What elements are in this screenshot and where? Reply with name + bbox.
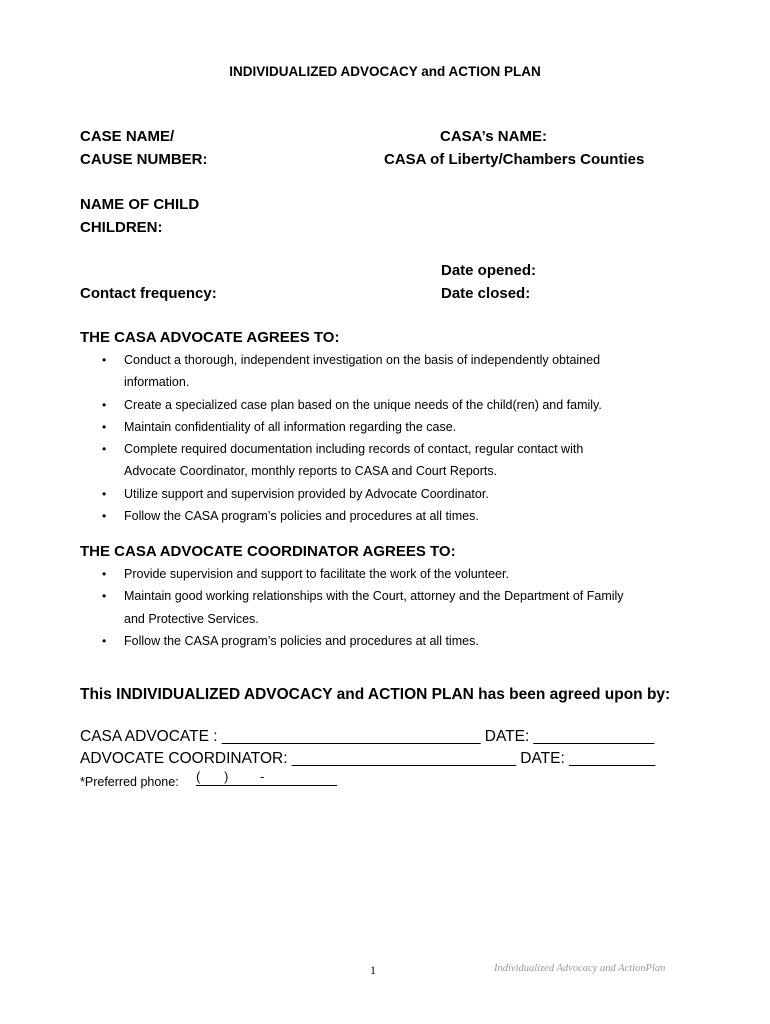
list-item <box>102 505 602 527</box>
list-item <box>102 585 624 630</box>
list-item-text: Maintain confidentiality of all information regarding the case. <box>124 419 457 434</box>
bullet-icon: • <box>102 353 107 367</box>
phone-underline[interactable] <box>196 772 337 786</box>
bullet-icon: • <box>102 442 107 457</box>
case-name-label: CASE NAME/ <box>80 128 175 145</box>
list-item-text: Complete required documentation including records of contact, regular contact with <box>124 442 584 457</box>
casa-name-value: CASA of Liberty/Chambers Counties <box>384 151 645 168</box>
casa-name-label: CASA’s NAME: <box>440 128 547 145</box>
bullet-icon: • <box>102 589 107 604</box>
footer-document-title: Individualized Advocacy and ActionPlan <box>494 963 666 974</box>
list-item-text: Follow the CASA program’s policies and procedures at all times. <box>124 633 479 648</box>
list-item-text: Follow the CASA program’s policies and procedures at all times. <box>124 509 479 524</box>
phone-paren-close: ) <box>224 770 229 784</box>
advocate-agreement-list <box>102 349 602 527</box>
coordinator-signature-line[interactable]: ADVOCATE COORDINATOR: __________________________ DATE: __________ <box>80 750 656 767</box>
coordinator-agrees-heading: THE CASA ADVOCATE COORDINATOR AGREES TO: <box>80 543 456 560</box>
bullet-icon: • <box>102 567 107 581</box>
date-opened-label: Date opened: <box>441 262 537 279</box>
agreement-heading: This INDIVIDUALIZED ADVOCACY and ACTION PLAN has been agreed upon by: <box>80 686 671 703</box>
preferred-phone-label: *Preferred phone: <box>80 775 179 789</box>
list-item-text: Conduct a thorough, independent investigation on the basis of independently obtained <box>124 353 601 367</box>
bullet-icon: • <box>102 397 107 412</box>
list-item <box>102 483 602 505</box>
list-item <box>102 563 624 585</box>
advocate-agrees-heading: THE CASA ADVOCATE AGREES TO: <box>80 329 340 346</box>
list-item <box>102 630 624 652</box>
page-number: 1 <box>370 963 376 977</box>
bullet-icon: • <box>102 509 107 524</box>
list-item <box>102 438 602 483</box>
list-item-text: Provide supervision and support to facilitate the work of the volunteer. <box>124 567 509 581</box>
casa-advocate-signature-line[interactable]: CASA ADVOCATE : ______________________________ DATE: ______________ <box>80 728 655 745</box>
bullet-icon: • <box>102 633 107 648</box>
list-item-text-cont: information. <box>124 375 190 390</box>
coordinator-agreement-list <box>102 563 624 652</box>
list-item-text-cont: and Protective Services. <box>124 611 259 626</box>
children-label: CHILDREN: <box>80 219 163 236</box>
contact-frequency-label: Contact frequency: <box>80 285 217 302</box>
preferred-phone-field[interactable] <box>80 772 337 789</box>
name-of-child-label: NAME OF CHILD <box>80 196 200 213</box>
list-item <box>102 416 602 438</box>
list-item <box>102 349 602 394</box>
cause-number-label: CAUSE NUMBER: <box>80 151 208 168</box>
bullet-icon: • <box>102 419 107 434</box>
list-item-text: Utilize support and supervision provided by Advocate Coordinator. <box>124 486 489 501</box>
phone-dash: - <box>260 770 265 784</box>
list-item <box>102 394 602 416</box>
phone-paren-open: ( <box>196 770 201 784</box>
date-closed-label: Date closed: <box>441 285 531 302</box>
bullet-icon: • <box>102 486 107 501</box>
list-item-text-cont: Advocate Coordinator, monthly reports to CASA and Court Reports. <box>124 464 498 479</box>
list-item-text: Maintain good working relationships with the Court, attorney and the Department of Family <box>124 589 624 604</box>
document-title: INDIVIDUALIZED ADVOCACY and ACTION PLAN <box>229 64 541 79</box>
list-item-text: Create a specialized case plan based on the unique needs of the child(ren) and family. <box>124 397 602 412</box>
